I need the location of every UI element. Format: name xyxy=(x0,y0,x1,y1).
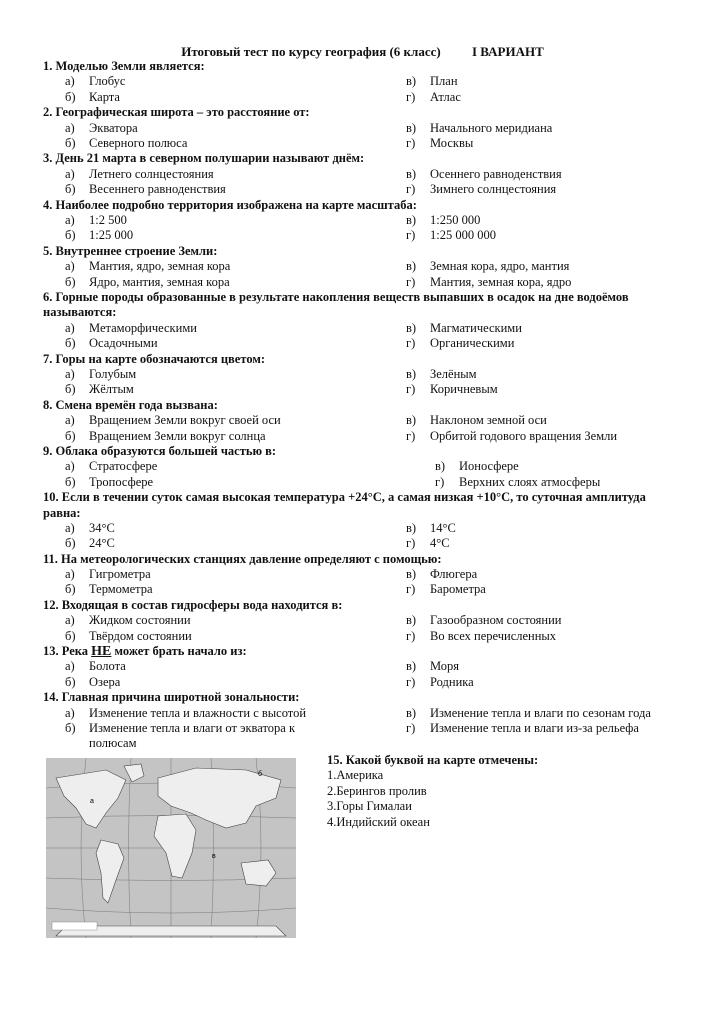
option-marker: б) xyxy=(65,228,76,243)
answer-option xyxy=(406,136,473,151)
question-list xyxy=(43,59,683,752)
option-text: 1:25 000 000 xyxy=(430,228,496,243)
option-text: Магматическими xyxy=(430,320,522,335)
answer-option xyxy=(65,659,126,674)
question-text: 8. Смена времён года вызвана: xyxy=(43,397,218,412)
answer-option xyxy=(406,721,639,736)
question-text: 10. Если в течении суток самая высокая температура +24°С, а самая низкая +10°С, то суточная амплитуда равна: xyxy=(43,490,646,520)
question-text: 6. Горные породы образованные в результате накопления веществ выпавших в осадок на дне водоёмов называются: xyxy=(43,289,629,320)
answer-option xyxy=(65,167,214,182)
question-text: 9. Облака образуются большей частью в: xyxy=(43,443,277,458)
option-marker: б) xyxy=(65,536,76,551)
option-text: Метаморфическими xyxy=(89,320,197,335)
option-marker: б) xyxy=(65,274,76,289)
option-marker: г) xyxy=(406,536,416,551)
answer-option xyxy=(65,74,125,89)
option-text: Флюгера xyxy=(430,567,478,582)
world-map xyxy=(46,758,296,938)
answer-option xyxy=(65,721,325,752)
option-text: Гигрометра xyxy=(89,567,151,582)
answer-option xyxy=(65,459,157,474)
option-marker: г) xyxy=(406,336,416,351)
option-text: Зелёным xyxy=(430,366,477,381)
option-text: Вращением Земли вокруг солнца xyxy=(89,428,266,443)
option-text: 24°С xyxy=(89,536,115,551)
option-text: Москвы xyxy=(430,135,474,150)
option-marker: в) xyxy=(406,567,417,582)
answer-option xyxy=(406,706,651,721)
option-marker: а) xyxy=(65,74,75,89)
answer-option xyxy=(65,521,115,536)
option-marker: а) xyxy=(65,320,75,335)
option-marker: б) xyxy=(65,135,76,150)
option-marker: б) xyxy=(65,474,76,489)
option-text: Озера xyxy=(89,674,121,689)
option-text: Коричневым xyxy=(430,382,498,397)
answer-option xyxy=(65,259,230,274)
option-marker: г) xyxy=(406,428,416,443)
option-marker: в) xyxy=(406,520,417,535)
question-text: 11. На метеорологических станциях давление определяют с помощью: xyxy=(43,551,442,566)
option-marker: г) xyxy=(406,274,416,289)
option-marker: г) xyxy=(406,628,416,643)
option-marker: а) xyxy=(65,613,75,628)
question xyxy=(43,444,683,490)
option-marker: б) xyxy=(65,721,76,736)
question xyxy=(43,490,683,552)
option-text: Весеннего равноденствия xyxy=(89,182,226,197)
option-text: Осадочными xyxy=(89,336,158,351)
answer-option xyxy=(406,336,514,351)
option-marker: в) xyxy=(406,705,417,720)
option-text: Мантия, ядро, земная кора xyxy=(89,259,231,274)
question xyxy=(43,398,683,444)
option-marker: а) xyxy=(65,413,75,428)
answer-option xyxy=(65,536,115,551)
answer-option xyxy=(406,413,547,428)
option-marker: а) xyxy=(65,166,75,181)
test-title: Итоговый тест по курсу география (6 класс) xyxy=(181,44,441,59)
question-text: 1. Моделью Земли является: xyxy=(43,59,205,73)
option-marker: б) xyxy=(65,582,76,597)
answer-option xyxy=(406,167,562,182)
option-text: 1:2 500 xyxy=(89,212,127,227)
answer-option xyxy=(65,429,266,444)
answer-option xyxy=(65,367,136,382)
option-text: Тропосфере xyxy=(89,474,154,489)
question xyxy=(43,151,683,197)
answer-option xyxy=(406,429,617,444)
answer-option xyxy=(406,567,477,582)
answer-option xyxy=(65,675,120,690)
answer-option xyxy=(406,213,480,228)
option-text: Изменение тепла и влажности с высотой xyxy=(89,705,307,720)
answer-option xyxy=(406,629,556,644)
option-text: Осеннего равноденствия xyxy=(430,166,562,181)
option-marker: б) xyxy=(65,182,76,197)
option-marker: в) xyxy=(406,659,417,674)
question-text xyxy=(43,644,683,659)
option-text: Термометра xyxy=(89,582,153,597)
option-text: Твёрдом состоянии xyxy=(89,628,192,643)
answer-option xyxy=(65,475,153,490)
answer-option xyxy=(435,459,519,474)
option-text: Северного полюса xyxy=(89,135,188,150)
question-text-part: 13. Река xyxy=(43,644,92,659)
option-text: Изменение тепла и влаги из-за рельефа xyxy=(430,721,639,736)
option-marker: в) xyxy=(406,120,417,135)
option-marker: б) xyxy=(65,382,76,397)
answer-option xyxy=(65,613,191,628)
option-text: Зимнего солнцестояния xyxy=(430,182,557,197)
option-text: Жёлтым xyxy=(89,382,134,397)
answer-option xyxy=(65,90,120,105)
answer-option xyxy=(406,536,450,551)
option-marker: в) xyxy=(406,320,417,335)
option-text: 1:25 000 xyxy=(89,228,134,243)
option-marker: а) xyxy=(65,520,75,535)
question-text: 5. Внутреннее строение Земли: xyxy=(43,243,218,258)
q15-item: 4.Индийский океан xyxy=(327,814,430,829)
option-text: Мантия, земная кора, ядро xyxy=(430,274,572,289)
answer-option xyxy=(406,182,556,197)
option-text: Жидком состоянии xyxy=(89,613,191,628)
option-marker: б) xyxy=(65,428,76,443)
answer-option xyxy=(65,213,127,228)
answer-option xyxy=(65,706,306,721)
option-text: Болота xyxy=(89,659,126,674)
question xyxy=(43,552,683,598)
map-label-a: а xyxy=(90,798,94,805)
answer-option xyxy=(406,275,571,290)
option-text: Экватора xyxy=(89,120,138,135)
question-text: 12. Входящая в состав гидросферы вода находится в: xyxy=(43,597,343,612)
option-marker: а) xyxy=(65,459,75,474)
option-marker: в) xyxy=(406,259,417,274)
question xyxy=(43,244,683,290)
variant-label: I ВАРИАНТ xyxy=(471,44,544,59)
option-marker: г) xyxy=(435,474,445,489)
option-text: Орбитой годового вращения Земли xyxy=(430,428,618,443)
map-label-b: б xyxy=(258,771,263,778)
option-marker: а) xyxy=(65,120,75,135)
answer-option xyxy=(65,413,281,428)
answer-option xyxy=(406,659,459,674)
q15-item: 3.Горы Гималаи xyxy=(327,799,412,814)
option-text: Изменение тепла и влаги по сезонам года xyxy=(430,705,651,720)
question xyxy=(43,690,683,752)
answer-option xyxy=(65,382,134,397)
option-text: Карта xyxy=(89,89,120,104)
option-text: Атлас xyxy=(430,89,461,104)
question xyxy=(43,59,683,105)
question xyxy=(43,198,683,244)
option-text: Летнего солнцестояния xyxy=(89,166,214,181)
option-text: Вращением Земли вокруг своей оси xyxy=(89,413,281,428)
option-marker: а) xyxy=(65,212,75,227)
question-15-text: 15. Какой буквой на карте отмечены: xyxy=(327,753,539,767)
option-marker: б) xyxy=(65,336,76,351)
option-text: Верхних слоях атмосферы xyxy=(459,474,601,489)
answer-option xyxy=(65,182,226,197)
question-15 xyxy=(327,753,687,830)
answer-option xyxy=(65,336,158,351)
answer-option xyxy=(406,121,552,136)
option-text: Изменение тепла и влаги от экватора к полюсам xyxy=(89,721,296,751)
option-marker: а) xyxy=(65,705,75,720)
option-marker: в) xyxy=(406,613,417,628)
option-marker: г) xyxy=(406,674,416,689)
answer-option xyxy=(406,367,477,382)
question-text: 2. Географическая широта – это расстояние от: xyxy=(43,105,310,120)
option-marker: б) xyxy=(65,674,76,689)
answer-option xyxy=(406,582,486,597)
option-marker: в) xyxy=(406,166,417,181)
option-text: Глобус xyxy=(89,74,126,89)
option-text: 1:250 000 xyxy=(430,212,481,227)
option-text: Органическими xyxy=(430,336,515,351)
answer-option xyxy=(65,275,230,290)
answer-option xyxy=(65,629,192,644)
map-legend-box xyxy=(52,922,97,930)
option-marker: в) xyxy=(406,74,417,89)
option-marker: в) xyxy=(435,459,446,474)
option-text: Родника xyxy=(430,674,474,689)
question xyxy=(43,598,683,644)
answer-option xyxy=(435,475,600,490)
answer-option xyxy=(65,321,197,336)
option-text: Газообразном состоянии xyxy=(430,613,562,628)
option-text: План xyxy=(430,74,458,89)
option-text: Начального меридиана xyxy=(430,120,553,135)
option-marker: г) xyxy=(406,89,416,104)
answer-option xyxy=(65,567,151,582)
option-marker: б) xyxy=(65,89,76,104)
answer-option xyxy=(406,228,496,243)
answer-option xyxy=(406,675,474,690)
option-text: 34°С xyxy=(89,520,115,535)
option-text: Ионосфере xyxy=(459,459,519,474)
option-marker: г) xyxy=(406,135,416,150)
question-text: 3. День 21 марта в северном полушарии называют днём: xyxy=(43,151,365,166)
answer-option xyxy=(65,121,138,136)
map-label-c: в xyxy=(212,853,216,860)
option-text: Голубым xyxy=(89,366,137,381)
option-marker: а) xyxy=(65,567,75,582)
option-marker: в) xyxy=(406,212,417,227)
answer-option xyxy=(65,582,153,597)
answer-option xyxy=(406,74,458,89)
answer-option xyxy=(406,382,498,397)
option-text: Барометра xyxy=(430,582,486,597)
q15-item: 1.Америка xyxy=(327,768,384,783)
option-marker: г) xyxy=(406,182,416,197)
option-marker: г) xyxy=(406,382,416,397)
option-text: Земная кора, ядро, мантия xyxy=(430,259,570,274)
question-text: 7. Горы на карте обозначаются цветом: xyxy=(43,351,266,366)
option-marker: а) xyxy=(65,259,75,274)
option-text: 14°С xyxy=(430,520,456,535)
page-title xyxy=(0,44,725,60)
answer-option xyxy=(406,521,456,536)
option-marker: в) xyxy=(406,413,417,428)
option-marker: г) xyxy=(406,582,416,597)
question-text: 14. Главная причина широтной зональности: xyxy=(43,690,300,705)
option-marker: а) xyxy=(65,366,75,381)
question-negation: НЕ xyxy=(91,644,112,660)
question xyxy=(43,644,683,690)
option-text: Во всех перечисленных xyxy=(430,628,557,643)
option-text: Стратосфере xyxy=(89,459,158,474)
option-marker: б) xyxy=(65,628,76,643)
answer-option xyxy=(406,321,522,336)
question-text: 4. Наиболее подробно территория изображена на карте масштаба: xyxy=(43,197,417,212)
question xyxy=(43,352,683,398)
answer-option xyxy=(406,613,561,628)
answer-option xyxy=(65,136,187,151)
q15-item: 2.Берингов пролив xyxy=(327,783,427,798)
question-text-part: может брать начало из: xyxy=(111,644,247,659)
option-marker: а) xyxy=(65,659,75,674)
option-text: Наклоном земной оси xyxy=(430,413,547,428)
answer-option xyxy=(406,90,461,105)
option-text: 4°С xyxy=(430,536,450,551)
option-marker: в) xyxy=(406,366,417,381)
option-marker: г) xyxy=(406,228,416,243)
option-marker: г) xyxy=(406,721,416,736)
answer-option xyxy=(406,259,569,274)
question xyxy=(43,105,683,151)
question xyxy=(43,290,683,352)
option-text: Ядро, мантия, земная кора xyxy=(89,274,230,289)
option-text: Моря xyxy=(430,659,460,674)
answer-option xyxy=(65,228,133,243)
